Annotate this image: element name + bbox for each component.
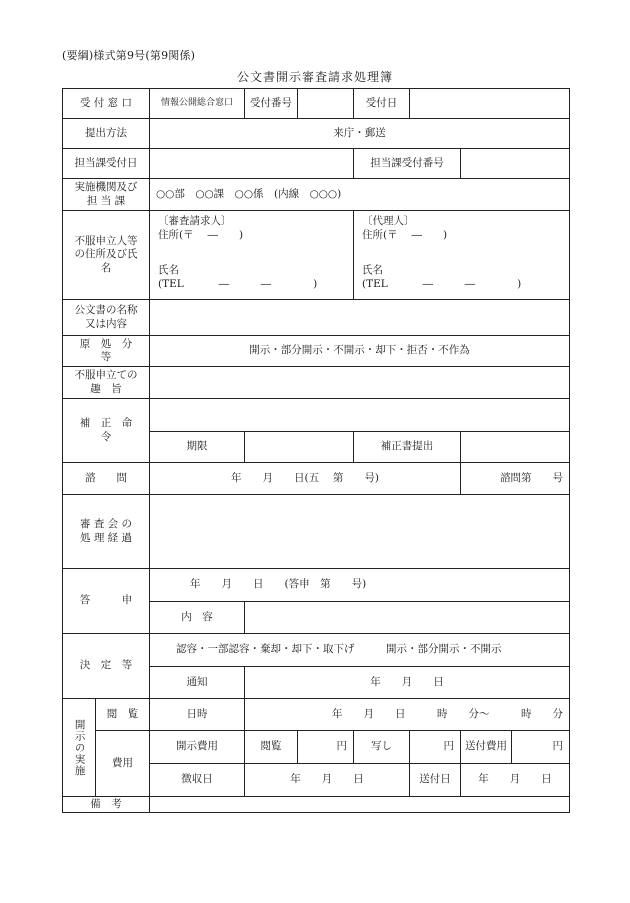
original-decision-row bbox=[63, 336, 570, 367]
agent-tel: (TEL ― ― ) bbox=[362, 278, 522, 290]
document-name-row bbox=[63, 300, 570, 336]
shipping-fee-label: 送付費用 bbox=[461, 731, 512, 764]
consultation-number[interactable]: 諮問第 号 bbox=[461, 463, 570, 495]
agent-cell[interactable] bbox=[354, 211, 570, 300]
correction-order-field[interactable] bbox=[150, 399, 570, 432]
reception-date-field[interactable] bbox=[410, 89, 570, 119]
request-register-table bbox=[62, 88, 570, 813]
consultation-date[interactable]: 年 月 日(五 第 号) bbox=[150, 463, 461, 495]
dept-receipt-date-label: 担当課受付日 bbox=[63, 149, 150, 179]
decision-row-1 bbox=[63, 634, 570, 667]
disclosure-fee-row bbox=[63, 731, 570, 764]
agency-row bbox=[63, 179, 570, 211]
document-name-field[interactable] bbox=[150, 300, 570, 336]
sent-date-value[interactable]: 年 月 日 bbox=[461, 764, 570, 797]
decision-options[interactable]: 認容・一部認容・棄却・却下・取下げ 開示・部分開示・不開示 bbox=[150, 634, 570, 667]
dept-receipt-number-label: 担当課受付番号 bbox=[354, 149, 461, 179]
disclosure-fee-label: 費用 bbox=[96, 731, 150, 797]
council-process-row bbox=[63, 495, 570, 569]
report-label: 答 申 bbox=[63, 569, 150, 634]
correction-submitted-field[interactable] bbox=[461, 432, 570, 463]
disclosure-datetime-value[interactable]: 年 月 日 時 分～ 時 分 bbox=[245, 699, 570, 731]
dept-receipt-date-field[interactable] bbox=[150, 149, 354, 179]
agent-heading: 〔代理人〕 bbox=[362, 215, 415, 227]
collection-date-value[interactable]: 年 月 日 bbox=[245, 764, 410, 797]
reception-date-label: 受付日 bbox=[354, 89, 410, 119]
agent-name-label: 氏名 bbox=[362, 264, 384, 276]
sent-date-label: 送付日 bbox=[410, 764, 461, 797]
decision-notice-label: 通知 bbox=[150, 667, 245, 699]
reception-label: 受 付 窓 口 bbox=[63, 89, 150, 119]
original-decision-label: 原 処 分 等 bbox=[63, 336, 150, 367]
reception-row bbox=[63, 89, 570, 119]
report-date[interactable]: 年 月 日 (答申 第 号) bbox=[150, 569, 570, 602]
submission-method-value[interactable]: 来庁・郵送 bbox=[150, 119, 570, 149]
form-number-note: (要綱)様式第9号(第9関係) bbox=[62, 49, 196, 62]
requester-address: 住所(〒 ― ) bbox=[158, 229, 244, 241]
requester-heading: 〔審査請求人〕 bbox=[158, 215, 232, 227]
requester-tel: (TEL ― ― ) bbox=[158, 278, 318, 290]
consultation-label: 諮 問 bbox=[63, 463, 150, 495]
reception-window-value: 情報公開総合窓口 bbox=[150, 89, 245, 119]
copy-fee-field[interactable]: 円 bbox=[410, 731, 461, 764]
report-content-field[interactable] bbox=[245, 602, 570, 634]
disclosure-datetime-label: 日時 bbox=[150, 699, 245, 731]
agency-value[interactable]: ○○部 ○○課 ○○係 (内線 ○○○) bbox=[150, 179, 570, 211]
appellant-label: 不服申立人等 の住所及び氏 名 bbox=[63, 211, 150, 300]
report-content-label: 内 容 bbox=[150, 602, 245, 634]
viewing-fee-field[interactable]: 円 bbox=[298, 731, 354, 764]
decision-label: 決 定 等 bbox=[63, 634, 150, 699]
correction-order-row-1 bbox=[63, 399, 570, 432]
requester-cell[interactable] bbox=[150, 211, 354, 300]
dept-receipt-number-field[interactable] bbox=[461, 149, 570, 179]
requester-name-label: 氏名 bbox=[158, 264, 180, 276]
council-process-field[interactable] bbox=[150, 495, 570, 569]
document-name-label: 公文書の名称 又は内容 bbox=[63, 300, 150, 336]
remarks-field[interactable] bbox=[150, 797, 570, 813]
agent-address: 住所(〒 ― ) bbox=[362, 229, 448, 241]
appeal-purpose-row bbox=[63, 367, 570, 399]
disclosure-viewing-row bbox=[63, 699, 570, 731]
correction-submitted-label: 補正書提出 bbox=[354, 432, 461, 463]
viewing-fee-label: 閲覧 bbox=[245, 731, 298, 764]
submission-row bbox=[63, 119, 570, 149]
collection-date-label: 徴収日 bbox=[150, 764, 245, 797]
disclosure-group-label: 開示の実施 bbox=[63, 699, 96, 797]
document-title: 公文書開示審査請求処理簿 bbox=[236, 70, 393, 84]
remarks-label: 備 考 bbox=[63, 797, 150, 813]
appeal-purpose-label: 不服申立ての 趣 旨 bbox=[63, 367, 150, 399]
report-row-1 bbox=[63, 569, 570, 602]
submission-method-label: 提出方法 bbox=[63, 119, 150, 149]
decision-notice-date[interactable]: 年 月 日 bbox=[245, 667, 570, 699]
correction-deadline-label: 期限 bbox=[150, 432, 245, 463]
consultation-row bbox=[63, 463, 570, 495]
original-decision-options[interactable]: 開示・部分開示・不開示・却下・拒否・不作為 bbox=[150, 336, 570, 367]
correction-order-label: 補 正 命 令 bbox=[63, 399, 150, 463]
reception-number-field[interactable] bbox=[298, 89, 354, 119]
appellant-row bbox=[63, 211, 570, 300]
appeal-purpose-field[interactable] bbox=[150, 367, 570, 399]
disclosure-viewing-label: 閲 覧 bbox=[96, 699, 150, 731]
shipping-fee-field[interactable]: 円 bbox=[512, 731, 570, 764]
copy-fee-label: 写し bbox=[354, 731, 410, 764]
reception-number-label: 受付番号 bbox=[245, 89, 298, 119]
correction-deadline-field[interactable] bbox=[245, 432, 354, 463]
remarks-row bbox=[63, 797, 570, 813]
agency-label: 実施機関及び 担 当 課 bbox=[63, 179, 150, 211]
disclosure-fee-type-label: 開示費用 bbox=[150, 731, 245, 764]
council-process-label: 審 査 会 の 処 理 経 過 bbox=[63, 495, 150, 569]
dept-receipt-row bbox=[63, 149, 570, 179]
